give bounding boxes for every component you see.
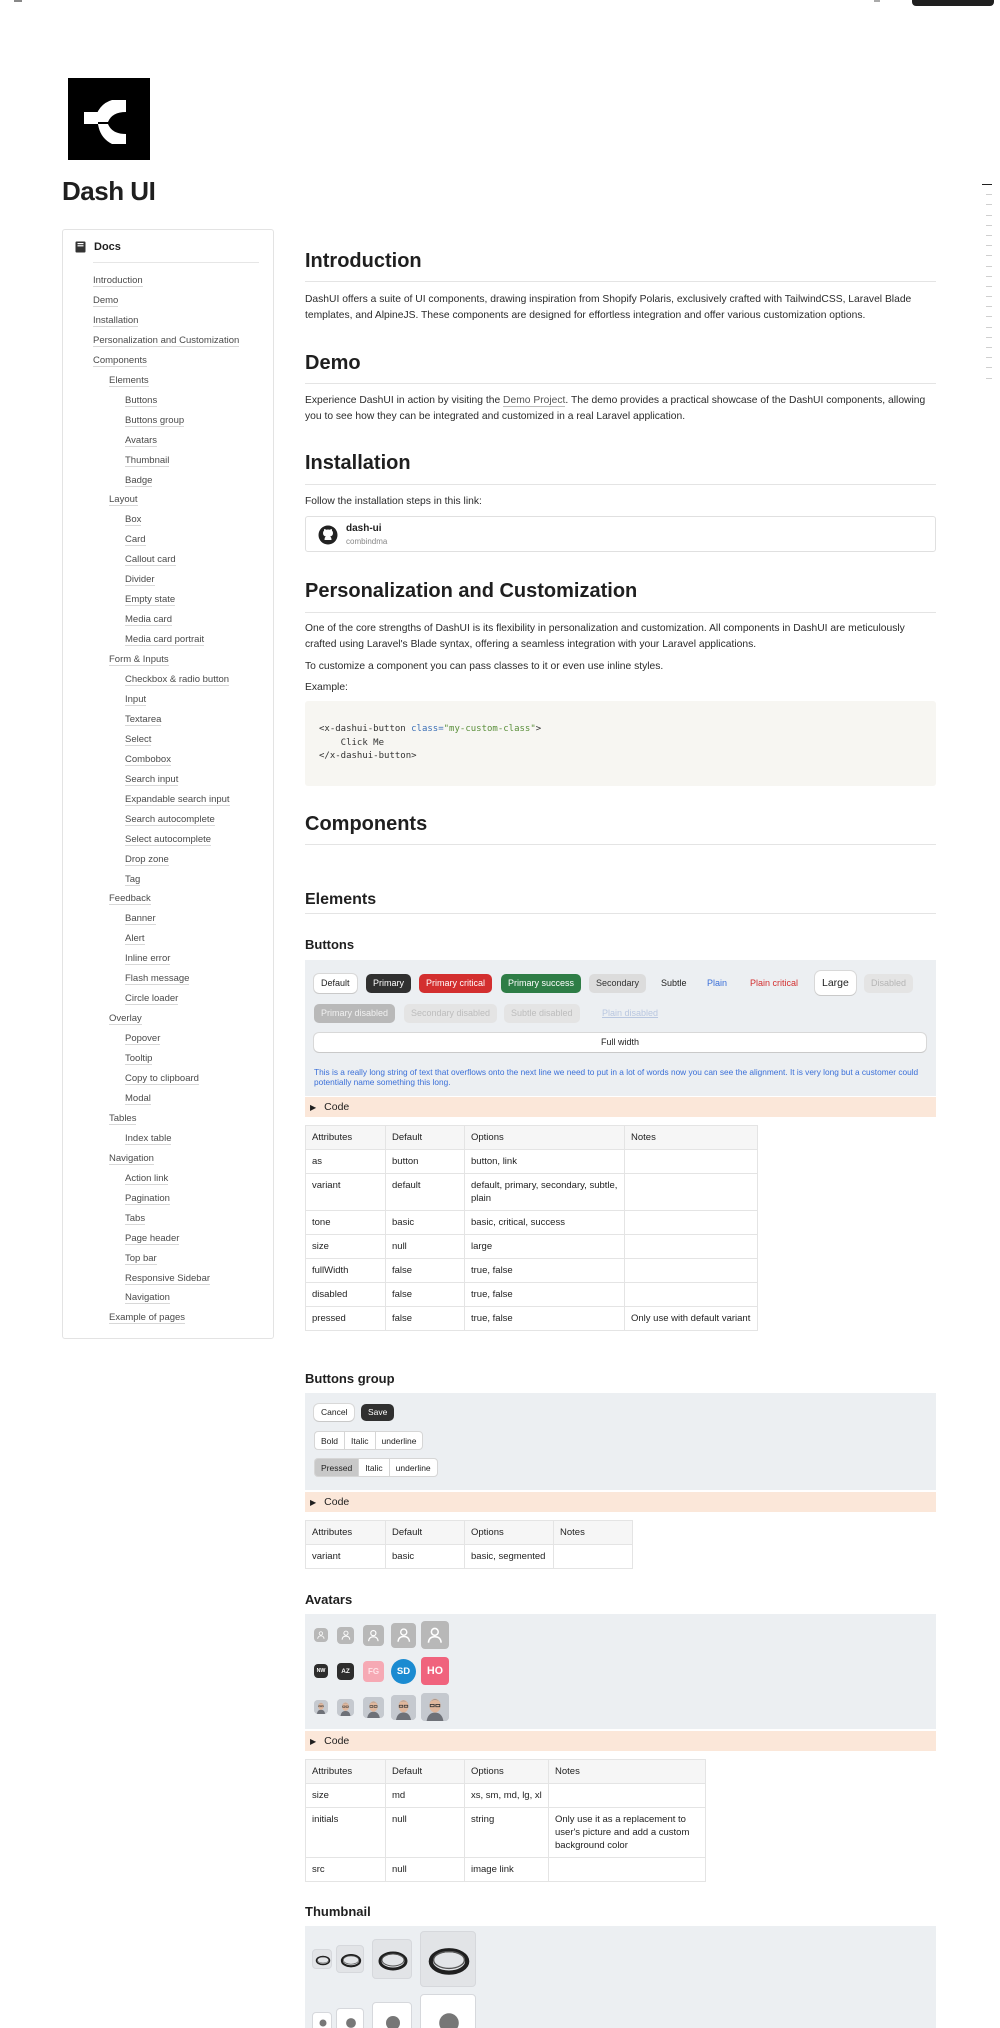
avatars-preview — [305, 1614, 936, 1729]
full-width-button[interactable]: Full width — [314, 1033, 926, 1052]
demo-text — [305, 393, 936, 424]
section-title-personalization: Personalization and Customization — [305, 580, 638, 602]
sidebar-item[interactable]: Buttons — [125, 394, 158, 406]
toc-marker[interactable] — [986, 367, 992, 368]
toc-marker[interactable] — [986, 327, 992, 328]
thumbnail-preview — [305, 1926, 936, 2028]
sidebar-item[interactable]: Overlay — [109, 1013, 142, 1025]
table-cell: basic — [386, 1545, 465, 1569]
table-cell: false — [386, 1307, 465, 1331]
table-cell — [625, 1283, 758, 1307]
code-string: "my-custom-class" — [443, 724, 536, 734]
sidebar-item[interactable]: Navigation — [125, 1292, 170, 1304]
initials-avatar: HO — [421, 1657, 449, 1685]
button-variant[interactable]: Primary critical — [419, 974, 492, 993]
table-cell: xs, sm, md, lg, xl — [465, 1784, 549, 1808]
tag-placeholder-icon — [372, 2002, 412, 2028]
column-header: Default — [386, 1521, 465, 1545]
sidebar-item[interactable]: Page header — [125, 1232, 180, 1244]
table-cell: string — [465, 1808, 549, 1858]
column-header: Options — [465, 1521, 554, 1545]
column-header: Options — [465, 1126, 625, 1150]
github-icon — [318, 525, 338, 545]
sidebar-item[interactable]: Form & Inputs — [109, 654, 169, 666]
table-cell: fullWidth — [306, 1259, 386, 1283]
button-variant[interactable]: Plain — [707, 978, 728, 988]
code-line: Click Me — [319, 737, 385, 748]
personalization-text-2: To customize a component you can pass classes to it or even use inline styles. — [305, 661, 664, 672]
sidebar-item[interactable]: Thumbnail — [125, 454, 170, 466]
sidebar-item[interactable]: Tables — [109, 1112, 137, 1124]
sidebar-item[interactable]: Banner — [125, 913, 156, 925]
table-cell: size — [306, 1784, 386, 1808]
toc-marker[interactable] — [986, 337, 992, 338]
photo-avatar — [337, 1699, 354, 1716]
initials-avatar: SD — [391, 1659, 416, 1684]
sidebar-item[interactable]: Media card portrait — [125, 634, 205, 646]
code-line — [319, 723, 922, 737]
toc-marker[interactable] — [986, 215, 992, 216]
cancel-button[interactable]: Cancel — [314, 1404, 354, 1421]
button-variant[interactable]: Primary success — [501, 974, 581, 993]
sidebar-item[interactable]: Components — [93, 354, 147, 366]
sidebar-item[interactable]: Popover — [125, 1033, 161, 1045]
table-cell: image link — [465, 1858, 549, 1882]
column-header: Attributes — [306, 1126, 386, 1150]
code-toggle[interactable] — [305, 1097, 936, 1117]
table-row — [306, 1307, 758, 1331]
table-cell: basic — [386, 1211, 465, 1235]
book-icon — [75, 241, 86, 253]
table-cell: true, false — [465, 1259, 625, 1283]
table-cell: size — [306, 1235, 386, 1259]
table-cell: false — [386, 1283, 465, 1307]
sidebar-item[interactable]: Responsive Sidebar — [125, 1272, 211, 1284]
demo-text-before: Experience DashUI in action by visiting the — [305, 395, 504, 406]
demo-text-after: . The demo provides a practical showcase of the DashUI components, allowing you to see how they can be integrated and customized in a real Laravel application. — [305, 395, 926, 422]
table-cell — [625, 1150, 758, 1174]
avatars-title: Avatars — [305, 1592, 353, 1607]
column-header: Attributes — [306, 1760, 386, 1784]
initials-avatar: AZ — [337, 1663, 354, 1680]
user-avatar-icon — [314, 1628, 328, 1642]
button-group-segmented — [314, 1431, 423, 1450]
thumbnail-title: Thumbnail — [305, 1904, 371, 1919]
toc-marker[interactable] — [986, 255, 992, 256]
table-row — [306, 1211, 758, 1235]
photo-avatar — [363, 1697, 384, 1718]
toc-marker[interactable] — [986, 225, 992, 226]
toc-marker[interactable] — [986, 194, 992, 195]
sidebar-item[interactable]: Top bar — [125, 1252, 157, 1264]
divider — [305, 612, 936, 613]
toc-marker[interactable] — [986, 286, 992, 287]
initials-avatar: NW — [314, 1664, 328, 1678]
table-header-row — [306, 1760, 706, 1784]
sidebar-divider — [93, 262, 259, 263]
button-variant[interactable]: Default — [314, 974, 357, 993]
sidebar-item[interactable]: Inline error — [125, 953, 171, 965]
sidebar-item[interactable]: Buttons group — [125, 414, 185, 426]
intro-text: DashUI offers a suite of UI components, drawing inspiration from Shopify Polaris, exclusively crafted with TailwindCSS, Laravel Blade templates, and AlpineJS. These components are designed for effortless integration and offer various customization options. — [305, 294, 912, 321]
toc-marker[interactable] — [986, 266, 992, 267]
disabled-button: Plain disabled — [602, 1008, 659, 1018]
pie-placeholder-icon — [420, 1994, 476, 2028]
table-cell: Only use with default variant — [625, 1307, 758, 1331]
sidebar-item[interactable]: Select — [125, 733, 152, 745]
table-cell: as — [306, 1150, 386, 1174]
column-header: Default — [386, 1126, 465, 1150]
subsection-title-elements: Elements — [305, 891, 377, 908]
image-placeholder-icon — [312, 2012, 332, 2028]
table-cell: null — [386, 1858, 465, 1882]
demo-project-link[interactable]: Demo Project — [503, 395, 566, 406]
section-title-components: Components — [305, 813, 428, 835]
theme-toggle-icon[interactable] — [874, 0, 880, 2]
table-row — [306, 1150, 758, 1174]
sidebar-item[interactable]: Tag — [125, 873, 141, 885]
sidebar-item[interactable]: Tooltip — [125, 1053, 153, 1065]
sidebar-item[interactable]: Elements — [109, 374, 149, 386]
avatars-attributes-table — [305, 1759, 706, 1882]
sidebar-item[interactable]: Textarea — [125, 713, 162, 725]
table-row — [306, 1235, 758, 1259]
table-cell — [625, 1259, 758, 1283]
table-row — [306, 1545, 633, 1569]
user-avatar-icon — [421, 1621, 449, 1649]
sidebar-item[interactable]: Flash message — [125, 973, 190, 985]
table-row — [306, 1283, 758, 1307]
sidebar-item[interactable]: Divider — [125, 574, 155, 586]
button-variant[interactable]: Subtle — [661, 978, 687, 988]
code-tag-close: > — [535, 724, 542, 734]
table-cell: src — [306, 1858, 386, 1882]
triangle-right-icon: ▶ — [310, 1103, 317, 1112]
table-cell: false — [386, 1259, 465, 1283]
divider — [305, 844, 936, 845]
table-cell: disabled — [306, 1283, 386, 1307]
divider — [305, 913, 936, 914]
sidebar-item[interactable]: Circle loader — [125, 993, 179, 1005]
table-of-contents[interactable] — [982, 184, 992, 388]
table-cell: true, false — [465, 1283, 625, 1307]
triangle-right-icon: ▶ — [310, 1737, 317, 1746]
segment-button[interactable]: Bold — [314, 1431, 344, 1450]
sidebar-item[interactable]: Action link — [125, 1172, 169, 1184]
top-bar — [0, 0, 1000, 8]
dash-ui-logo — [68, 78, 150, 160]
table-cell: initials — [306, 1808, 386, 1858]
table-cell: null — [386, 1235, 465, 1259]
column-header: Notes — [549, 1760, 706, 1784]
code-line: </x-dashui-button> — [319, 751, 417, 761]
table-cell: md — [386, 1784, 465, 1808]
section-title-installation: Installation — [305, 452, 411, 474]
table-cell — [549, 1858, 706, 1882]
sidebar-item[interactable]: Feedback — [109, 893, 151, 905]
column-header: Notes — [625, 1126, 758, 1150]
toc-marker[interactable] — [986, 316, 992, 317]
table-cell: true, false — [465, 1307, 625, 1331]
divider — [305, 281, 936, 282]
sidebar-item[interactable]: Avatars — [125, 434, 158, 446]
button-variant[interactable]: Disabled — [864, 974, 913, 993]
sidebar-item[interactable]: Badge — [125, 474, 153, 486]
divider — [305, 484, 936, 485]
table-cell: button — [386, 1150, 465, 1174]
code-toggle[interactable] — [305, 1731, 936, 1751]
section-title-introduction: Introduction — [305, 250, 422, 272]
table-row — [306, 1259, 758, 1283]
toc-marker[interactable] — [986, 357, 992, 358]
segment-button[interactable]: Pressed — [314, 1458, 358, 1477]
toc-marker[interactable] — [986, 306, 992, 307]
table-cell: variant — [306, 1545, 386, 1569]
sidebar-item[interactable]: Tabs — [125, 1212, 146, 1224]
sidebar-item[interactable]: Drop zone — [125, 853, 169, 865]
button-variant[interactable]: Plain critical — [750, 978, 799, 988]
product-thumbnail — [336, 1945, 364, 1973]
photo-avatar — [421, 1693, 449, 1721]
table-cell: basic, segmented — [465, 1545, 554, 1569]
table-cell — [549, 1784, 706, 1808]
table-cell — [625, 1174, 758, 1211]
sidebar-item[interactable]: Input — [125, 693, 147, 705]
toc-marker[interactable] — [986, 296, 992, 297]
sidebar-item[interactable]: Select autocomplete — [125, 833, 212, 845]
divider — [305, 383, 936, 384]
disabled-button: Subtle disabled — [504, 1004, 580, 1023]
sidebar-item[interactable]: Box — [125, 514, 142, 526]
segment-button[interactable]: underline — [375, 1431, 424, 1450]
sidebar-item[interactable]: Copy to clipboard — [125, 1073, 199, 1084]
disabled-button: Secondary disabled — [404, 1004, 497, 1023]
sidebar-heading-label: Docs — [94, 241, 121, 253]
code-example — [305, 701, 936, 786]
triangle-right-icon: ▶ — [310, 1498, 317, 1507]
sidebar-item[interactable]: Demo — [93, 294, 119, 306]
code-toggle[interactable] — [305, 1492, 936, 1512]
table-header-row — [306, 1126, 758, 1150]
warning-placeholder-icon — [336, 2008, 364, 2028]
disabled-button: Primary disabled — [314, 1004, 395, 1023]
code-toggle-label: Code — [324, 1735, 350, 1747]
long-text-plain-button[interactable]: This is a really long string of text that overflows onto the next line we need to put in a lot of words now you can see the alignment. It is very long but a customer could potentially name something this long. — [314, 1067, 919, 1087]
github-repo-card[interactable] — [305, 516, 936, 552]
toc-marker[interactable] — [986, 276, 992, 277]
table-cell: variant — [306, 1174, 386, 1211]
table-cell: tone — [306, 1211, 386, 1235]
sidebar-heading[interactable] — [75, 241, 121, 253]
section-title-demo: Demo — [305, 352, 361, 374]
product-thumbnail — [312, 1949, 332, 1969]
personalization-text: One of the core strengths of DashUI is its flexibility in personalization and customization. All components in DashUI are meticulously crafted using Laravel's Blade syntax, offering a seamless integration with your Laravel applications. — [305, 623, 905, 650]
sidebar-item[interactable]: Card — [125, 534, 146, 546]
table-row — [306, 1174, 758, 1211]
code-toggle-label: Code — [324, 1496, 350, 1508]
column-header: Default — [386, 1760, 465, 1784]
repo-name: dash-ui — [346, 523, 382, 534]
table-cell: default, primary, secondary, subtle, plain — [465, 1174, 625, 1211]
sidebar-item[interactable]: Alert — [125, 933, 145, 945]
segment-button[interactable]: Italic — [344, 1431, 374, 1450]
sidebar-item[interactable]: Callout card — [125, 554, 176, 566]
user-avatar-icon — [363, 1625, 384, 1646]
segment-button[interactable]: Italic — [358, 1458, 388, 1477]
sidebar-item[interactable]: Installation — [93, 314, 139, 326]
sidebar-item[interactable]: Search autocomplete — [125, 813, 215, 825]
repo-owner: combindma — [346, 537, 388, 546]
user-avatar-icon — [391, 1623, 416, 1648]
sidebar-item[interactable]: Navigation — [109, 1152, 154, 1164]
button-variant[interactable]: Secondary — [589, 974, 646, 993]
table-cell — [625, 1211, 758, 1235]
table-cell — [625, 1235, 758, 1259]
user-avatar-icon — [337, 1627, 354, 1644]
buttons-group-preview — [305, 1393, 936, 1490]
sidebar-item[interactable]: Introduction — [93, 275, 143, 286]
sidebar-item[interactable]: Empty state — [125, 594, 176, 606]
buttons-title: Buttons — [305, 937, 355, 952]
column-header: Notes — [554, 1521, 633, 1545]
toc-marker[interactable] — [986, 204, 992, 205]
sidebar-item[interactable]: Media card — [125, 614, 172, 626]
buttons-preview — [305, 960, 936, 1096]
sidebar-item[interactable]: Expandable search input — [125, 793, 230, 805]
table-cell: basic, critical, success — [465, 1211, 625, 1235]
toc-marker[interactable] — [986, 245, 992, 246]
table-cell: null — [386, 1808, 465, 1858]
initials-avatar: FG — [363, 1661, 384, 1682]
top-action-button[interactable] — [912, 0, 994, 6]
toc-marker[interactable] — [986, 378, 992, 379]
sidebar-item[interactable]: Search input — [125, 773, 179, 785]
column-header: Options — [465, 1760, 549, 1784]
product-thumbnail — [372, 1939, 412, 1979]
buttons-attributes-table — [305, 1125, 758, 1331]
table-row — [306, 1784, 706, 1808]
sidebar-item[interactable]: Example of pages — [109, 1312, 186, 1324]
code-tag: <x-dashui-button — [319, 724, 412, 734]
toc-marker[interactable] — [986, 347, 992, 348]
code-toggle-label: Code — [324, 1101, 350, 1113]
menu-icon[interactable] — [14, 0, 22, 2]
installation-text: Follow the installation steps in this link: — [305, 496, 482, 507]
sidebar-item[interactable]: Modal — [125, 1092, 151, 1104]
button-variant[interactable]: Primary — [366, 974, 411, 993]
sidebar-item[interactable]: Index table — [125, 1132, 172, 1144]
buttons-group-attributes-table — [305, 1520, 633, 1569]
button-group-segmented — [314, 1458, 438, 1477]
site-title: Dash UI — [62, 176, 156, 206]
table-header-row — [306, 1521, 633, 1545]
toc-marker[interactable] — [982, 184, 992, 185]
table-cell: large — [465, 1235, 625, 1259]
table-cell: pressed — [306, 1307, 386, 1331]
sidebar-item[interactable]: Pagination — [125, 1192, 170, 1204]
buttons-group-title: Buttons group — [305, 1371, 395, 1386]
photo-avatar — [314, 1700, 328, 1714]
table-row — [306, 1808, 706, 1858]
docs-sidebar — [62, 229, 274, 1339]
example-label: Example: — [305, 682, 348, 693]
save-button[interactable]: Save — [361, 1404, 394, 1421]
sidebar-item[interactable]: Layout — [109, 494, 138, 506]
segment-button[interactable]: underline — [389, 1458, 438, 1477]
sidebar-item[interactable]: Checkbox & radio button — [125, 674, 230, 685]
table-row — [306, 1858, 706, 1882]
button-variant[interactable]: Large — [815, 971, 856, 995]
product-thumbnail — [420, 1931, 476, 1987]
sidebar-item[interactable]: Combobox — [125, 753, 171, 765]
table-cell: Only use it as a replacement to user's picture and add a custom background color — [549, 1808, 706, 1858]
sidebar-item[interactable]: Personalization and Customization — [93, 334, 240, 346]
code-attr: class= — [411, 724, 444, 734]
table-cell: button, link — [465, 1150, 625, 1174]
photo-avatar — [391, 1695, 416, 1720]
toc-marker[interactable] — [986, 235, 992, 236]
table-cell: default — [386, 1174, 465, 1211]
column-header: Attributes — [306, 1521, 386, 1545]
table-cell — [554, 1545, 633, 1569]
